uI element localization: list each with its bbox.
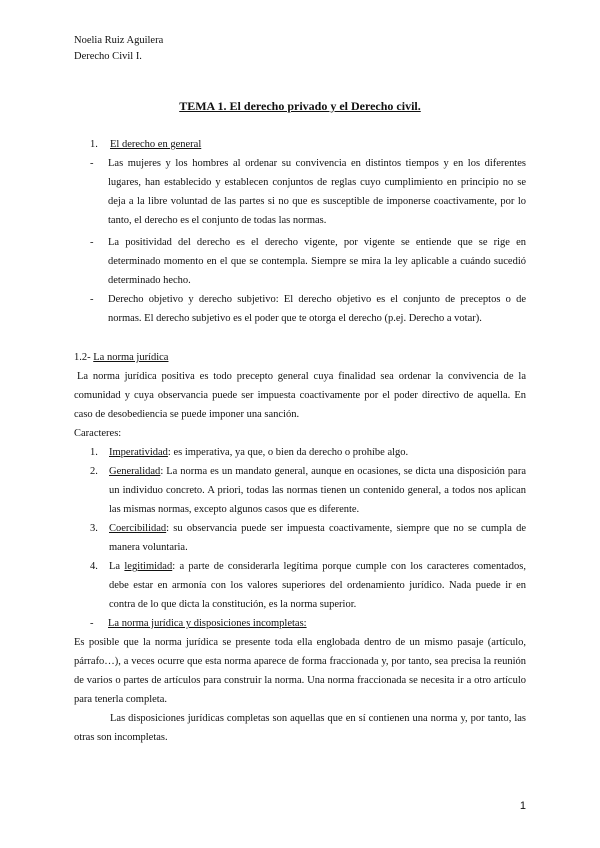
section-12-number: 1.2- — [74, 352, 91, 363]
sub-heading-text: La norma jurídica y disposiciones incompletas: — [108, 618, 307, 629]
section-1-bullet-1: Las mujeres y los hombres al ordenar su convivencia en distintos tiempos y en los diferentes lugares, han establecido y establecen conjuntos de reglas cuyo cumplimiento en principio no se deja a la libre voluntad de las partes si no que es susceptible de imponerse coactivamente, por lo tanto, el derecho es el conjunto de todas las normas. — [108, 158, 526, 226]
term: Coercibilidad — [109, 523, 167, 534]
section-12-intro: La norma jurídica positiva es todo precepto general cuya finalidad sea ordenar la convivencia de la comunidad y cuya observancia puede ser impuesta coactivamente por el poder directivo de aquella. En caso de desobediencia se puede imponer una sanción. — [74, 371, 526, 420]
bullet-dash: - — [90, 158, 94, 169]
course-name: Derecho Civil I. — [74, 51, 142, 62]
definition: : su observancia puede ser impuesta coactivamente, siempre que no se cumpla de manera voluntaria. — [109, 523, 526, 553]
list-number: 4. — [90, 561, 98, 572]
page-header — [74, 33, 163, 65]
definition: : es imperativa, ya que, o bien da derecho o prohíbe algo. — [167, 447, 409, 458]
paragraph-2: Las disposiciones jurídicas completas son aquellas que en sí contienen una norma y, por tanto, las otras son incompletas. — [74, 713, 526, 743]
title-text: TEMA 1. El derecho privado y el Derecho civil. — [179, 99, 421, 113]
page-title — [0, 97, 600, 116]
section-1-heading — [90, 135, 201, 154]
author-name: Noelia Ruiz Aguilera — [74, 35, 164, 46]
section-1-bullet-3: Derecho objetivo y derecho subjetivo: El derecho objetivo es el conjunto de preceptos o de normas. El derecho subjetivo es el poder que te otorga el derecho (p.ej. Derecho a votar). — [108, 294, 526, 324]
section-1-number: 1. — [90, 139, 98, 150]
bullet-dash: - — [90, 237, 94, 248]
sub-heading — [108, 614, 526, 633]
list-number: 3. — [90, 523, 98, 534]
paragraph-1: Es posible que la norma jurídica se presente toda ella englobada dentro de un mismo pasaje (artículo, párrafo…), a veces ocurre que esta norma aparece de forma fraccionada y, por tanto, sea precisa la reunión de varios o partes de artículos para construir la norma. Una norma fraccionada se necesita ir a otro artículo para tenerla completa. — [74, 637, 526, 705]
section-12-heading — [74, 348, 526, 367]
definition: : a parte de considerarla legítima porque cumple con los caracteres comentados, debe estar en armonía con los valores superiores del ordenamiento jurídico. Nada puede ir en contra de lo que dicta la constitución, es la norma superior. — [109, 561, 526, 610]
term: Generalidad — [109, 466, 161, 477]
page-number: 1 — [519, 800, 526, 812]
term: legitimidad — [124, 561, 173, 572]
section-1-bullet-2: La positividad del derecho es el derecho vigente, por vigente se entiende que se rige en determinado momento en el que se contempla. Siempre se mira la ley aplicable a cuándo sucedió determinado hecho. — [108, 237, 526, 286]
definition: : La norma es un mandato general, aunque en ocasiones, se dicta una disposición para un individuo concreto. A priori, todas las normas tienen un contenido general, a todos nos aplican las mismas normas, excepto algunos casos que es diferente. — [109, 466, 526, 515]
list-number: 2. — [90, 466, 98, 477]
term-prefix: La — [109, 561, 125, 572]
bullet-dash: - — [90, 294, 94, 305]
section-1-title: El derecho en general — [110, 139, 202, 150]
section-12-title: La norma jurídica — [93, 352, 169, 363]
term: Imperatividad — [109, 447, 168, 458]
bullet-dash: - — [90, 618, 94, 629]
caracteres-label: Caracteres: — [74, 428, 122, 439]
list-number: 1. — [90, 447, 98, 458]
